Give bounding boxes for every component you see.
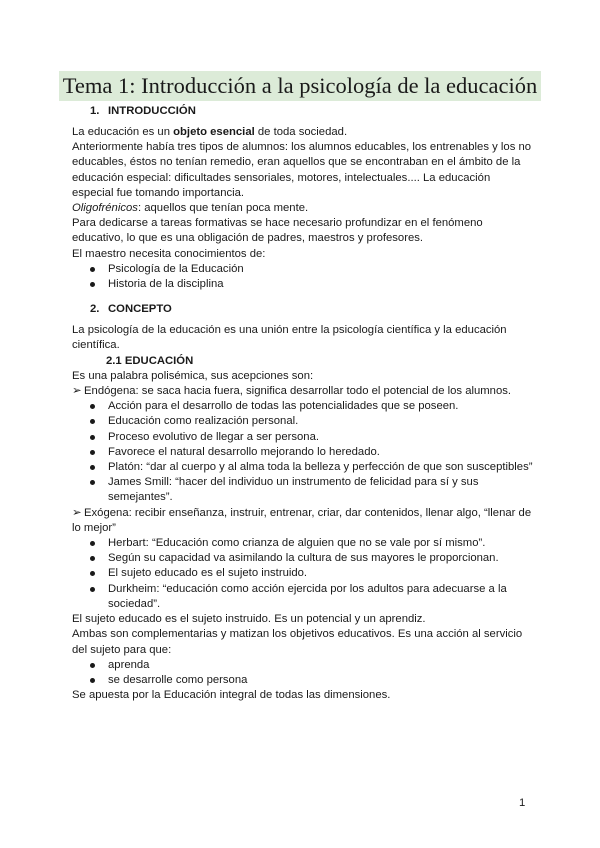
title-wrapper [0, 71, 600, 101]
list-item: James Smill: “hacer del individuo un instrumento de felicidad para sí y sus semejantes”. [72, 475, 534, 505]
list-item: se desarrolle como persona [72, 673, 534, 688]
paragraph [72, 201, 534, 216]
section-2-heading [72, 302, 534, 318]
italic-text: Oligofrénicos [72, 202, 138, 215]
list-item: Educación como realización personal. [72, 414, 534, 429]
document-body [72, 104, 534, 703]
paragraph: El maestro necesita conocimientos de: [72, 247, 266, 260]
paragraph [72, 125, 534, 140]
text: Exógena: recibir enseñanza, instruir, entrenar, criar, dar contenidos, llenar algo, “llenar de lo mejor” [72, 506, 532, 534]
list-item: Favorece el natural desarrollo mejorando lo heredado. [72, 445, 534, 460]
document-title: Tema 1: Introducción a la psicología de la educación [59, 71, 542, 101]
bullet-list [72, 262, 534, 292]
list-item: Platón: “dar al cuerpo y al alma toda la belleza y perfección de que son susceptibles” [72, 460, 534, 475]
paragraph: Anteriormente había tres tipos de alumnos: los alumnos educables, los entrenables y los no educables, éstos no tenían remedio, eran aquellos que se encontraban en el ámbito de la educación especial: dificultades sensoriales, motores, intelectuales.... La educación especial fue tomando importancia. [72, 141, 532, 199]
arrow-icon: ➢ [72, 506, 82, 519]
text: La educación es un [72, 126, 174, 138]
paragraph: Es una palabra polisémica, sus acepciones son: [72, 369, 314, 382]
paragraph: Se apuesta por la Educación integral de todas las dimensiones. [72, 689, 391, 702]
list-item: Durkheim: “educación como acción ejercida por los adultos para adecuarse a la sociedad”. [72, 582, 534, 612]
bullet-list [72, 658, 534, 688]
arrow-icon: ➢ [72, 385, 82, 398]
text: de toda sociedad. [254, 126, 348, 138]
list-item: Según su capacidad va asimilando la cultura de sus mayores le proporcionan. [72, 551, 534, 566]
section-1-title: INTRODUCCIÓN [108, 105, 196, 117]
paragraph: Ambas son complementarias y matizan los objetivos educativos. Es una acción al servicio del sujeto para que: [72, 628, 523, 656]
paragraph: Para dedicarse a tareas formativas se hace necesario profundizar en el fenómeno educativo, lo que es una obligación de padres, maestros y profesores. [72, 217, 483, 245]
section-1-number: 1. [90, 105, 100, 117]
subsection-heading: 2.1 EDUCACIÓN [106, 354, 194, 367]
page-number: 1 [519, 797, 526, 809]
bullet-list [72, 399, 534, 505]
list-item: Acción para el desarrollo de todas las potencialidades que se poseen. [72, 399, 534, 414]
list-item: Psicología de la Educación [72, 262, 534, 277]
paragraph: El sujeto educado es el sujeto instruido. Es un potencial y un aprendiz. [72, 613, 426, 626]
bullet-list [72, 536, 534, 612]
arrow-item-exogena [72, 506, 534, 536]
arrow-item-endogena [72, 384, 534, 399]
section-2-number: 2. [90, 303, 100, 316]
section-1-heading [72, 104, 534, 120]
list-item: El sujeto educado es el sujeto instruido. [72, 566, 534, 581]
list-item: Herbart: “Educación como crianza de alguien que no se vale por sí mismo”. [72, 536, 534, 551]
list-item: aprenda [72, 658, 534, 673]
text: Endógena: se saca hacia fuera, significa desarrollar todo el potencial de los alumnos. [84, 385, 512, 398]
list-item: Proceso evolutivo de llegar a ser persona. [72, 430, 534, 445]
list-item: Historia de la disciplina [72, 277, 534, 292]
bold-text: objeto esencial [173, 126, 255, 138]
text: : aquellos que tenían poca mente. [137, 202, 309, 215]
section-2-title: CONCEPTO [108, 303, 172, 316]
paragraph: La psicología de la educación es una unión entre la psicología científica y la educación científica. [72, 324, 507, 352]
